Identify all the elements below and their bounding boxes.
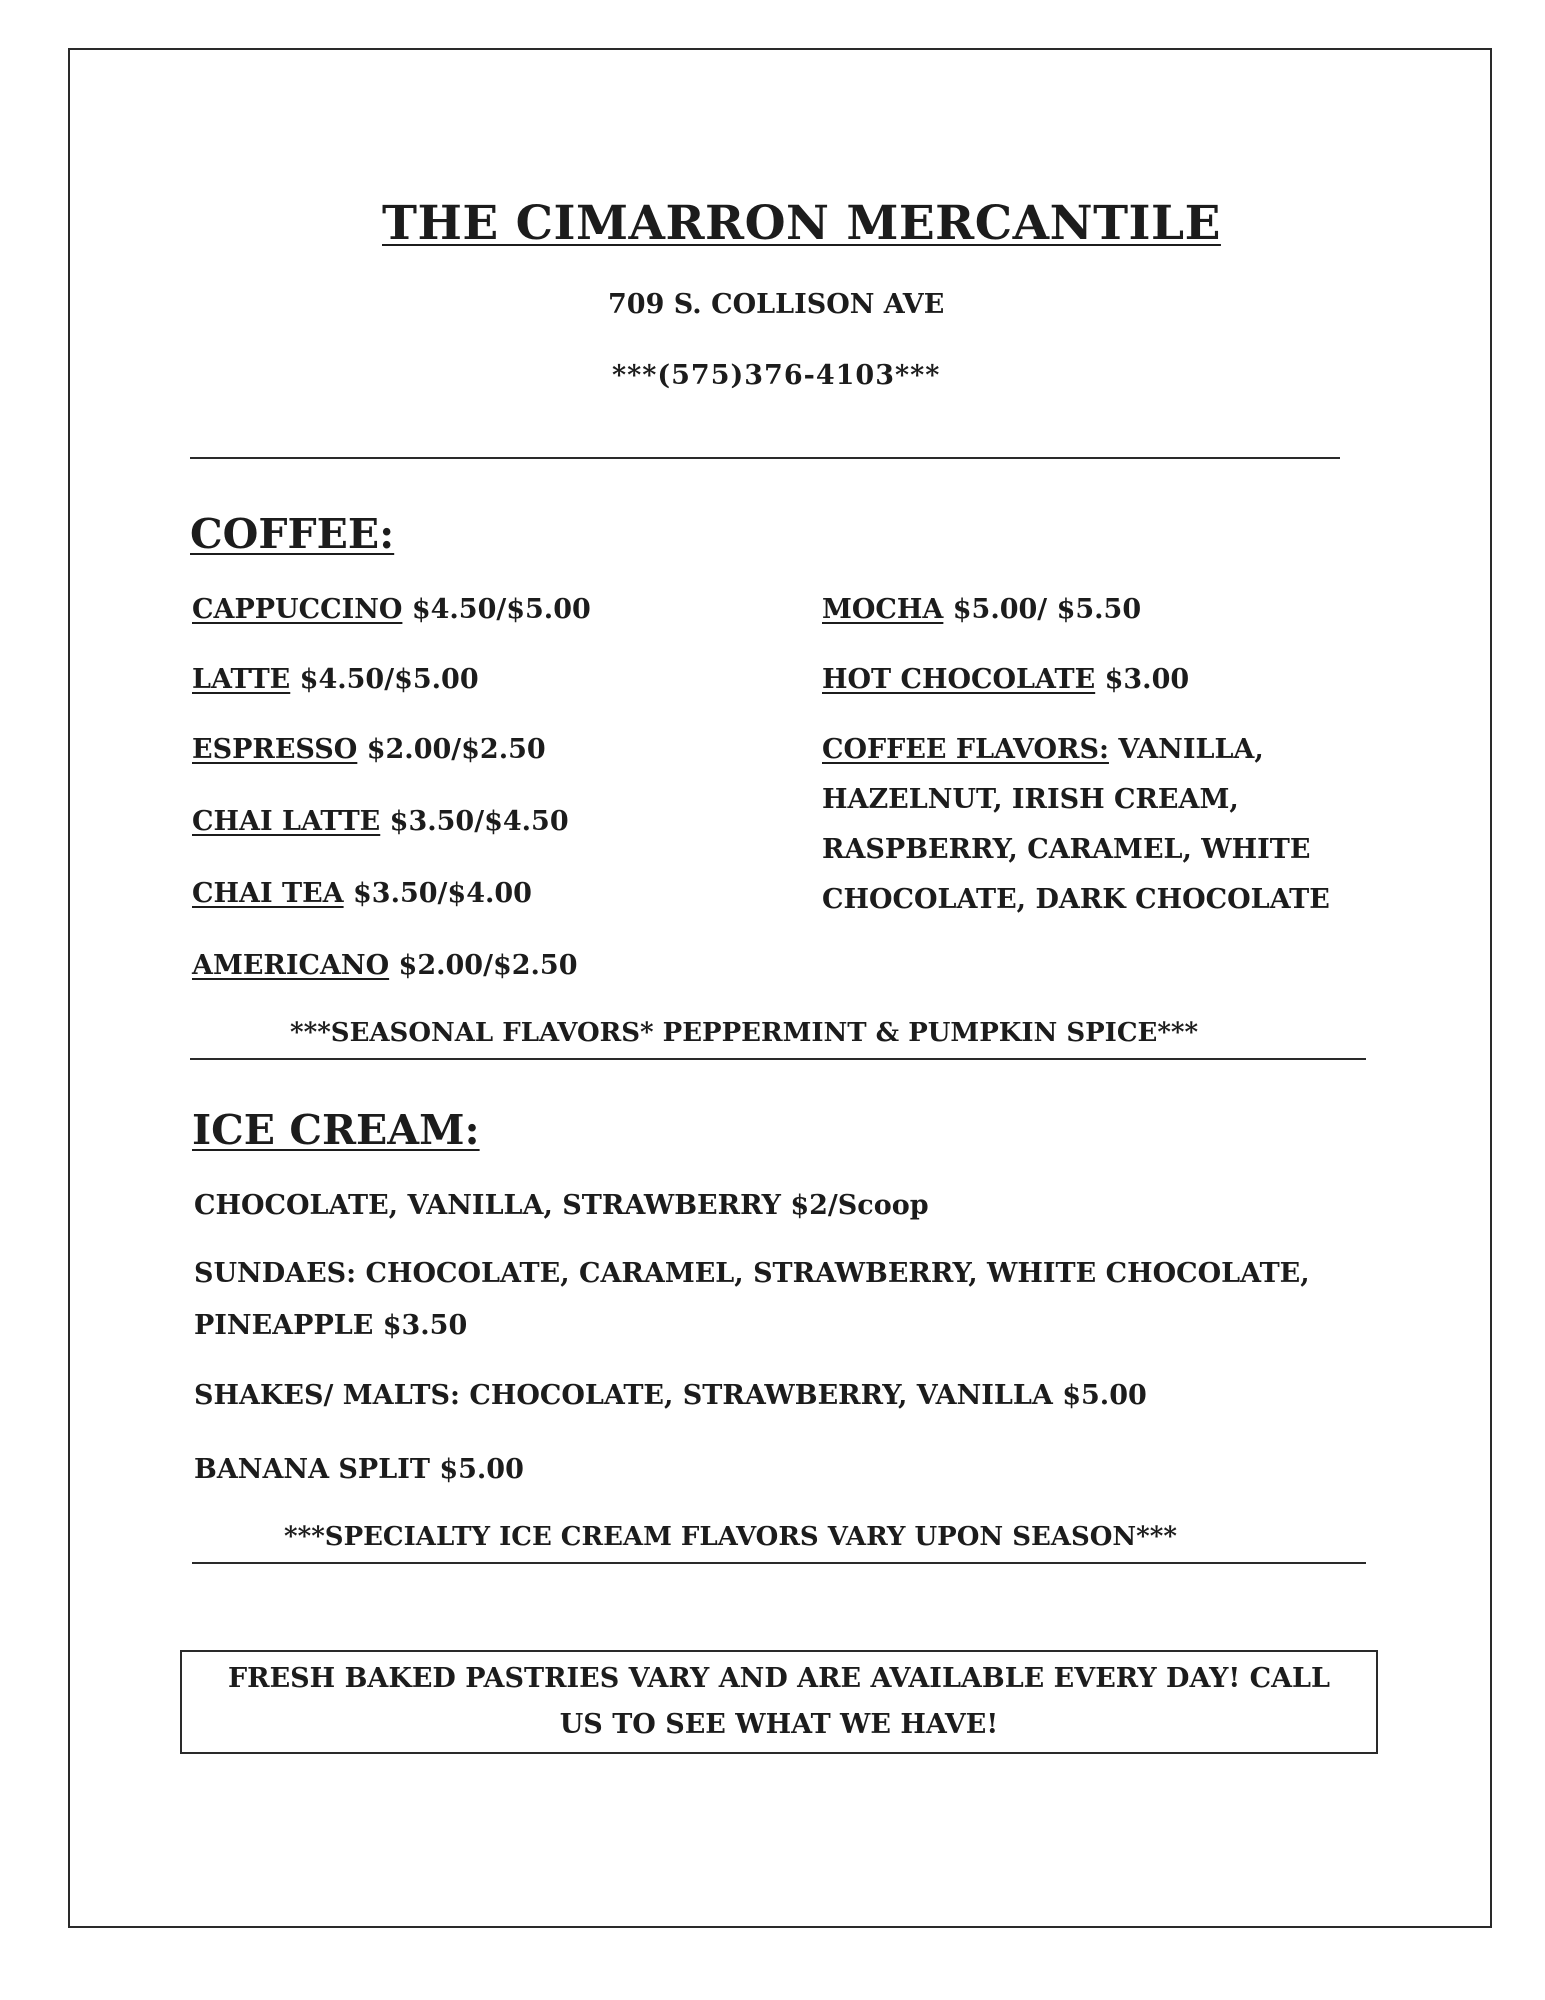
item-price: $3.00 [1104,664,1190,695]
coffee-flavors-line-3: RASPBERRY, CARAMEL, WHITE [822,834,1311,865]
coffee-flavors-line-4: CHOCOLATE, DARK CHOCOLATE [822,884,1330,915]
specialty-flavors-note: ***SPECIALTY ICE CREAM FLAVORS VARY UPON SEASON*** [284,1522,1177,1552]
coffee-divider [190,1058,1366,1060]
coffee-heading: COFFEE: [190,510,395,558]
item-name: MOCHA [822,594,944,625]
coffee-item-hot-chocolate [822,664,1189,695]
item-name: CHAI TEA [192,878,344,909]
coffee-item-latte [192,664,479,695]
header-divider [190,457,1340,459]
item-name: ESPRESSO [192,734,358,765]
item-price: $5.00/ $5.50 [952,594,1142,625]
ice-cream-divider [192,1562,1366,1564]
coffee-item-espresso [192,734,546,765]
coffee-flavors-line-1 [822,734,1264,765]
coffee-item-americano [192,950,578,981]
ice-cream-scoops: CHOCOLATE, VANILLA, STRAWBERRY $2/Scoop [194,1190,929,1221]
store-phone: ***(575)376-4103*** [612,360,941,391]
item-price: $4.50/$5.00 [299,664,479,695]
coffee-item-mocha [822,594,1141,625]
item-price: $2.00/$2.50 [398,950,578,981]
item-price: $4.50/$5.00 [411,594,591,625]
store-address: 709 S. COLLISON AVE [608,289,945,320]
item-price: $3.50/$4.50 [389,806,569,837]
ice-cream-shakes: SHAKES/ MALTS: CHOCOLATE, STRAWBERRY, VANILLA $5.00 [194,1380,1147,1411]
item-price: $3.50/$4.00 [353,878,532,909]
ice-cream-heading: ICE CREAM: [192,1106,480,1154]
item-name: CAPPUCCINO [192,594,403,625]
ice-cream-sundaes-cont: PINEAPPLE $3.50 [194,1310,468,1341]
coffee-flavors-text: VANILLA, [1108,734,1264,765]
coffee-flavors-label: COFFEE FLAVORS: [822,734,1109,765]
pastries-notice-line-2: US TO SEE WHAT WE HAVE! [559,1709,999,1740]
item-name: CHAI LATTE [192,806,381,837]
item-price: $2.00/$2.50 [366,734,546,765]
menu-page-border [68,48,1492,1928]
pastries-notice-box [180,1650,1378,1754]
coffee-item-chai-tea [192,878,532,909]
coffee-item-chai-latte [192,806,569,837]
coffee-item-cappuccino [192,594,591,625]
coffee-flavors-line-2: HAZELNUT, IRISH CREAM, [822,784,1239,815]
item-name: HOT CHOCOLATE [822,664,1096,695]
item-name: LATTE [192,664,291,695]
ice-cream-banana-split: BANANA SPLIT $5.00 [194,1454,524,1485]
seasonal-flavors-note: ***SEASONAL FLAVORS* PEPPERMINT & PUMPKIN SPICE*** [290,1018,1199,1048]
ice-cream-sundaes: SUNDAES: CHOCOLATE, CARAMEL, STRAWBERRY, WHITE CHOCOLATE, [194,1258,1310,1289]
menu-title: THE CIMARRON MERCANTILE [382,196,1221,251]
pastries-notice-line-1: FRESH BAKED PASTRIES VARY AND ARE AVAILABLE EVERY DAY! CALL [227,1663,1331,1694]
item-name: AMERICANO [192,950,390,981]
